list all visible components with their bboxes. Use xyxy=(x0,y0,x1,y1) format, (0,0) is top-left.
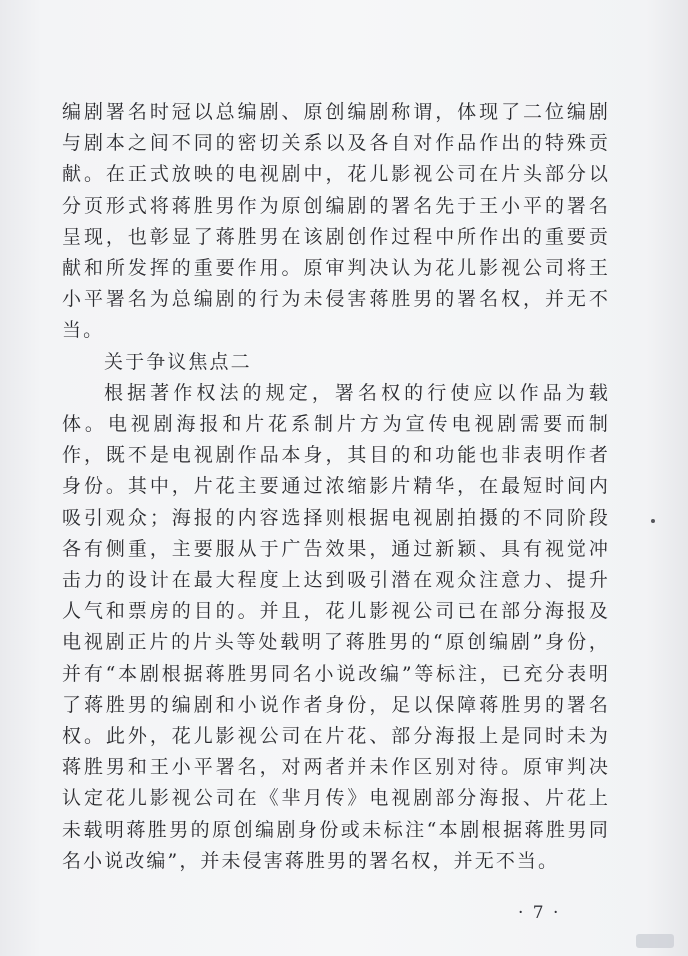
paragraph-continuation: 编剧署名时冠以总编剧、原创编剧称谓，体现了二位编剧与剧本之间不同的密切关系以及各自对作品作出的特殊贡献。在正式放映的电视剧中，花儿影视公司在片头部分以分页形式将蒋胜男作为原创编剧的署名先于王小平的署名呈现，也彰显了蒋胜男在该剧创作过程中所作出的重要贡献和所发挥的重要作用。原审判决认为花儿影视公司将王小平署名为总编剧的行为未侵害蒋胜男的署名权，并无不当。 xyxy=(62,101,610,342)
scan-dot-mark xyxy=(651,519,655,523)
page-number: · 7 · xyxy=(518,903,561,923)
section-heading: 关于争议焦点二 xyxy=(104,350,252,373)
scan-watermark-mark xyxy=(636,934,674,948)
paragraph-dispute-point-two: 根据著作权法的规定，署名权的行使应以作品为载体。电视剧海报和片花系制片方为宣传电视剧需要而制作，既不是电视剧作品本身，其目的和功能也非表明作者身份。其中，片花主要通过浓缩影片精华，在最短时间内吸引观众；海报的内容选择则根据电视剧拍摄的不同阶段各有侧重，主要服从于广告效果，通过新颖、具有视觉冲击力的设计在最大程度上达到吸引潜在观众注意力、提升人气和票房的目的。并且，花儿影视公司已在部分海报及电视剧正片的片头等处载明了蒋胜男的“原创编剧”身份，并有“本剧根据蒋胜男同名小说改编”等标注，已充分表明了蒋胜男的编剧和小说作者身份，足以保障蒋胜男的署名权。此外，花儿影视公司在片花、部分海报上是同时未为蒋胜男和王小平署名，对两者并未作区别对待。原审判决认定花儿影视公司在《芈月传》电视剧部分海报、片花上未载明蒋胜男的原创编剧身份或未标注“本剧根据蒋胜男同名小说改编”，并未侵害蒋胜男的署名权，并无不当。 xyxy=(62,381,610,872)
body-text xyxy=(62,97,610,877)
